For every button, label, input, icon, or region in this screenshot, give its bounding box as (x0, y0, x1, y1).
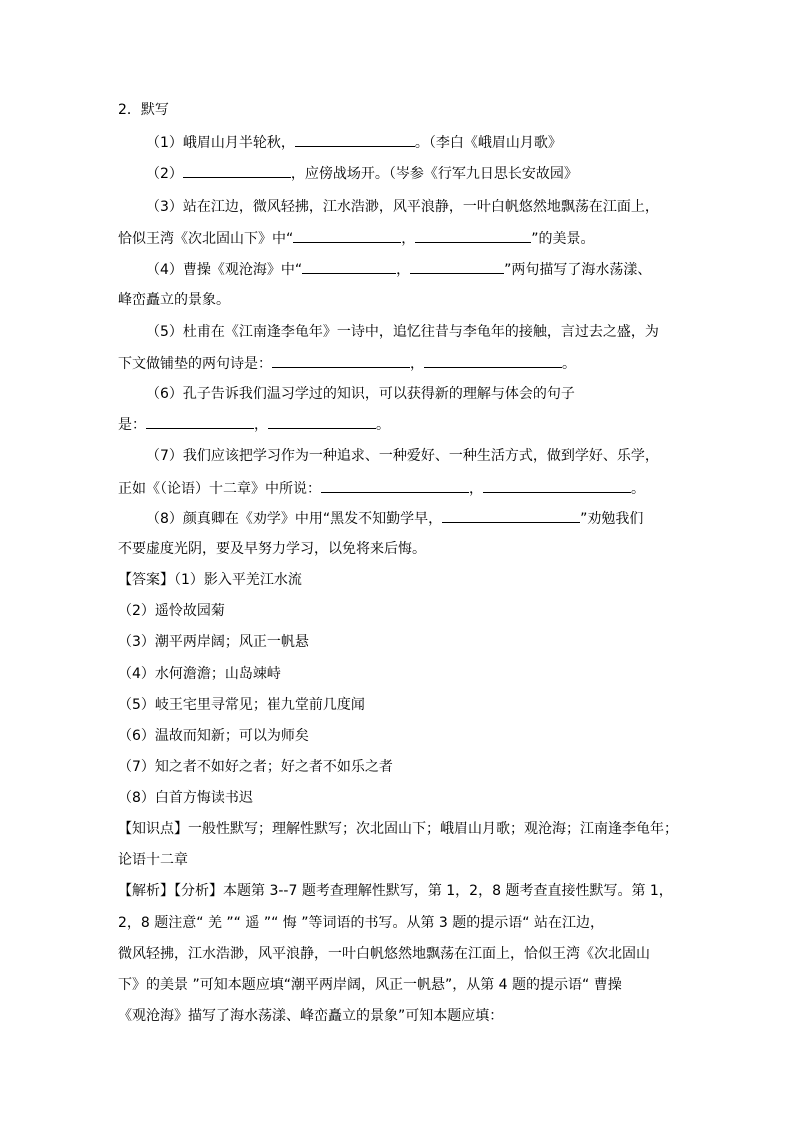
analysis-line-2: 2，8 题注意“ 羌 ”“ 遥 ”“ 悔 ”等词语的书写。从第 3 题的提示语“ 站在江边， (118, 915, 604, 931)
question-7-mid: ， (469, 481, 483, 497)
fill-blank[interactable] (415, 228, 531, 243)
question-8-line-2: 不要虚度光阴，要及早努力学习，以免将来后悔。 (118, 541, 426, 557)
answer-item-1: （1）影入平羌江水流 (174, 572, 302, 588)
answer-item-2: （2）遥怜故园菊 (118, 603, 225, 619)
analysis-line-1 (118, 881, 673, 901)
question-8-prefix: （8）颜真卿在《劝学》中用“黑发不知勤学早， (146, 511, 443, 527)
answer-item-8: （8）白首方悔读书迟 (118, 790, 253, 806)
question-3-mid: ， (401, 231, 416, 247)
question-5-suffix: 。 (562, 356, 576, 372)
fill-blank[interactable] (183, 163, 291, 178)
answer-label: 【答案】 (118, 572, 174, 588)
question-3-line-1: （3）站在江边，微风轻拂，江水浩渺，风平浪静，一叶白帆悠然地飘荡在江面上， (146, 199, 659, 215)
question-5-line-1: （5）杜甫在《江南逢李龟年》一诗中，追忆往昔与李龟年的接触，言过去之盛，为 (146, 324, 659, 340)
question-8-line-1 (146, 508, 643, 529)
question-7-line-1: （7）我们应该把学习作为一种追求、一种爱好、一种生活方式，做到学好、乐学， (146, 448, 659, 464)
question-4-suffix: ”两句描写了海水荡漾、 (504, 262, 652, 278)
question-5-line-2 (118, 353, 576, 374)
fill-blank[interactable] (272, 353, 410, 368)
analysis-line-4: 下》的美景 ”可知本题应填“潮平两岸阔，风正一帆悬”，从第 4 题的提示语“ 曹操 (118, 977, 622, 993)
answer-item-4: （4）水何澹澹；山岛竦峙 (118, 666, 281, 682)
analysis-line-3: 微风轻拂，江水浩渺，风平浪静，一叶白帆悠然地飘荡在江面上，恰似王湾《次北固山 (118, 946, 650, 962)
fill-blank[interactable] (146, 414, 254, 429)
question-7-line-2 (118, 478, 645, 499)
answer-line-1 (118, 570, 302, 590)
answer-item-3: （3）潮平两岸阔；风正一帆悬 (118, 634, 309, 650)
question-2-suffix: ，应傍战场开。（岑参《行军九日思长安故园》 (290, 166, 578, 182)
fill-blank[interactable] (295, 132, 415, 147)
question-3-line-2 (118, 228, 595, 249)
question-6-line-1: （6）孔子告诉我们温习学过的知识，可以获得新的理解与体会的句子 (146, 386, 575, 402)
fill-blank[interactable] (424, 353, 562, 368)
knowledge-line-1 (118, 819, 678, 839)
question-4-prefix: （4）曹操《观沧海》中“ (146, 262, 303, 278)
question-4-mid: ， (396, 262, 411, 278)
analysis-label: 【解析】【分析】 (118, 883, 223, 899)
knowledge-text: 一般性默写；理解性默写；次北固山下；峨眉山月歌；观沧海；江南逢李龟年； (188, 821, 678, 837)
question-1-prefix: （1）峨眉山月半轮秋， (146, 135, 295, 151)
analysis-line-5: 《观沧海》描写了海水荡漾、峰峦矗立的景象”可知本题应填： (118, 1008, 504, 1024)
knowledge-line-2: 论语十二章 (118, 852, 188, 868)
answer-item-7: （7）知之者不如好之者；好之者不如乐之者 (118, 759, 393, 775)
fill-blank[interactable] (302, 259, 396, 274)
fill-blank[interactable] (293, 228, 401, 243)
question-3-prefix: 恰似王湾《次北固山下》中“ (118, 231, 294, 247)
question-5-prefix: 下文做铺垫的两句诗是： (118, 356, 272, 372)
question-7-prefix: 正如《（论语）十二章》中所说： (118, 481, 321, 497)
question-2-prefix: （2） (146, 166, 183, 182)
knowledge-label: 【知识点】 (118, 821, 188, 837)
question-6-line-2 (118, 414, 390, 435)
analysis-text: 本题第 3--7 题考查理解性默写，第 1，2，8 题考查直接性默写。第 1， (223, 883, 673, 899)
question-5-mid: ， (410, 356, 424, 372)
question-8-suffix: ”劝勉我们 (580, 511, 644, 527)
fill-blank[interactable] (268, 414, 376, 429)
question-item-1 (146, 132, 562, 153)
question-6-mid: ， (254, 417, 268, 433)
question-1-suffix: 。（李白《峨眉山月歌》 (414, 135, 562, 151)
answer-item-5: （5）岐王宅里寻常见；崔九堂前几度闻 (118, 697, 365, 713)
question-6-suffix: 。 (376, 417, 390, 433)
question-3-suffix: ”的美景。 (531, 231, 595, 247)
question-6-prefix: 是： (118, 417, 146, 433)
question-4-line-1 (146, 259, 651, 280)
fill-blank[interactable] (442, 508, 580, 523)
question-4-line-2: 峰峦矗立的景象。 (118, 292, 230, 308)
fill-blank[interactable] (321, 478, 469, 493)
answer-item-6: （6）温故而知新；可以为师矣 (118, 728, 309, 744)
question-7-suffix: 。 (631, 481, 645, 497)
fill-blank[interactable] (483, 478, 631, 493)
question-item-2 (146, 163, 578, 184)
fill-blank[interactable] (410, 259, 504, 274)
question-title: 2．默写 (118, 102, 169, 118)
